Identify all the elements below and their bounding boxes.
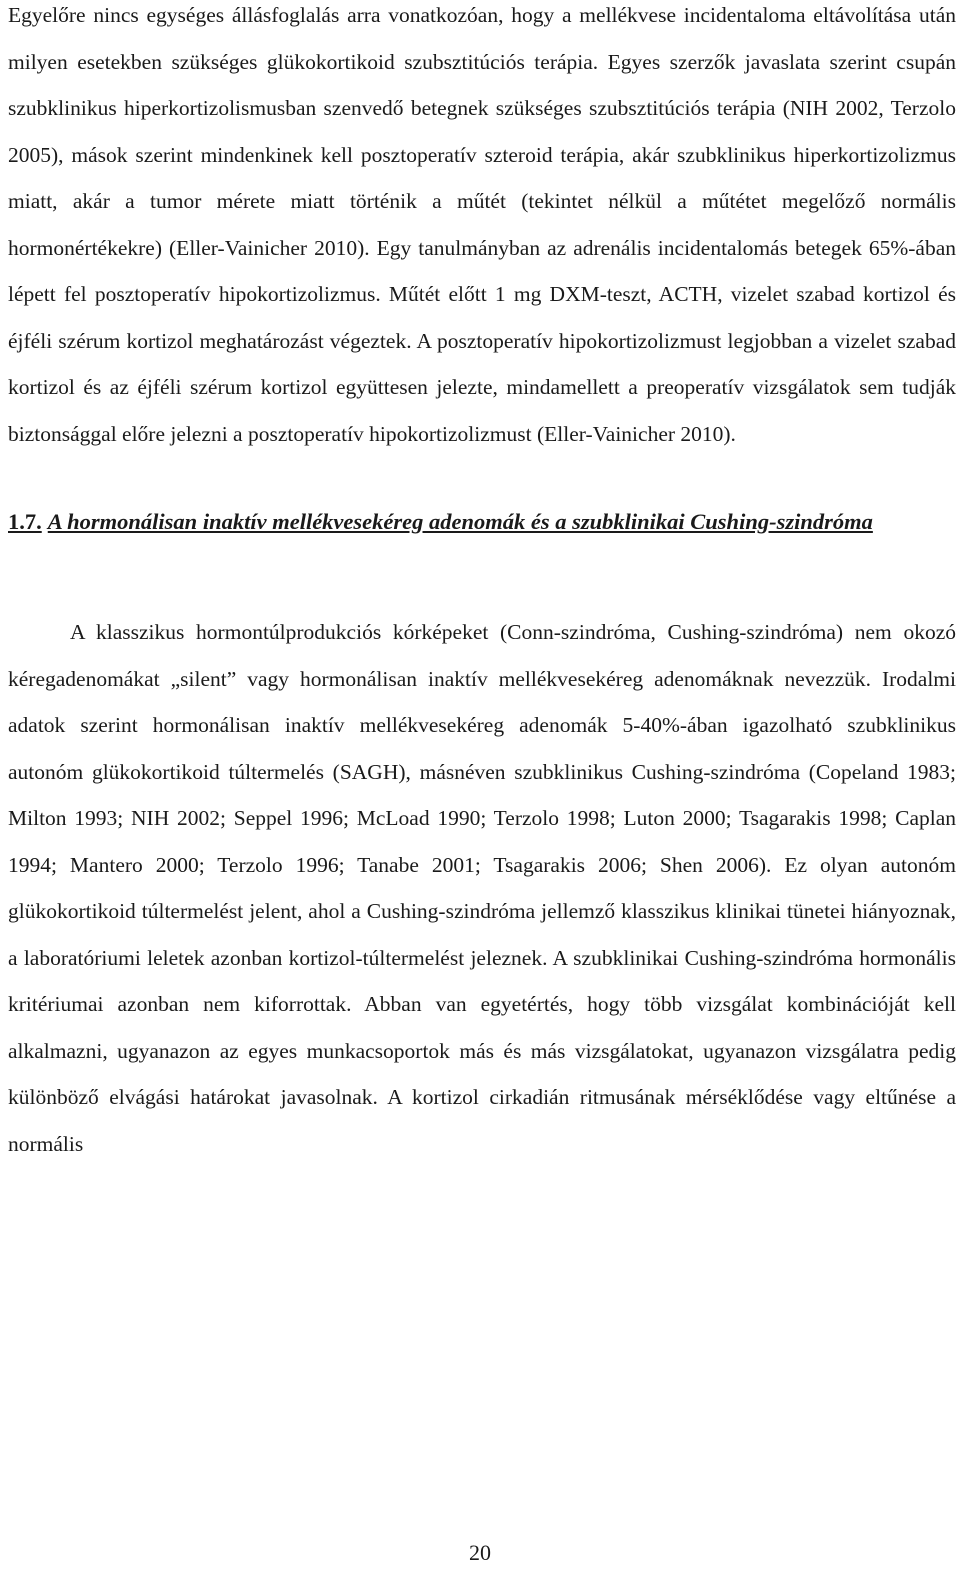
section-title: A hormonálisan inaktív mellékvesekéreg adenomák és a szubklinikai Cushing-szindróma — [47, 509, 873, 534]
section-heading — [8, 499, 956, 545]
paragraph-inactive-adenomas: A klasszikus hormontúlprodukciós kórképeket (Conn-szindróma, Cushing-szindróma) nem okozó kéregadenomákat „silent” vagy hormonálisan inaktív mellékvesekéreg adenomáknak nevezzük. Irodalmi adatok szerint hormonálisan inaktív mellékvesekéreg adenomák 5-40%-ában igazolható szubklinikus autonóm glükokortikoid túltermelés (SAGH), másnéven szubklinikus Cushing-szindróma (Copeland 1983; Milton 1993; NIH 2002; Seppel 1996; McLoad 1990; Terzolo 1998; Luton 2000; Tsagarakis 1998; Caplan 1994; Mantero 2000; Terzolo 1996; Tanabe 2001; Tsagarakis 2006; Shen 2006). Ez olyan autonóm glükokortikoid túltermelést jelent, ahol a Cushing-szindróma jellemző klasszikus klinikai tünetei hiányoznak, a laboratóriumi leletek azonban kortizol-túltermelést jeleznek. A szubklinikai Cushing-szindróma hormonális kritériumai azonban nem kiforrottak. Abban van egyetértés, hogy több vizsgálat kombinációját kell alkalmazni, ugyanazon az egyes munkacsoportok más és más vizsgálatokat, ugyanazon vizsgálatra pedig különböző elvágási határokat javasolnak. A kortizol cirkadián ritmusának mérséklődése vagy eltűnése a normális — [8, 620, 956, 1156]
document-page — [8, 0, 956, 1167]
paragraph-postoperative-substitution: Egyelőre nincs egységes állásfoglalás arra vonatkozóan, hogy a mellékvese incidentaloma eltávolítása után milyen esetekben szükséges glükokortikoid szubsztitúciós terápia. Egyes szerzők javaslata szerint csupán szubklinikus hiperkortizolismusban szenvedő betegnek szükséges szubsztitúciós terápia (NIH 2002, Terzolo 2005), mások szerint mindenkinek kell posztoperatív szteroid terápia, akár szubklinikus hiperkortizolizmus miatt, akár a tumor mérete miatt történik a műtét (tekintet nélkül a műtétet megelőző normális hormonértékekre) (Eller-Vainicher 2010). Egy tanulmányban az adrenális incidentalomás betegek 65%-ában lépett fel posztoperatív hipokortizolizmus. Műtét előtt 1 mg DXM-teszt, ACTH, vizelet szabad kortizol és éjféli szérum kortizol meghatározást végeztek. A posztoperatív hipokortizolizmust legjobban a vizelet szabad kortizol és az éjféli szérum kortizol együttesen jelezte, mindamellett a preoperatív vizsgálatok sem tudják biztonsággal előre jelezni a posztoperatív hipokortizolizmust (Eller-Vainicher 2010). — [8, 3, 956, 446]
page-number: 20 — [469, 1540, 491, 1565]
section-number: 1.7. — [8, 509, 42, 534]
